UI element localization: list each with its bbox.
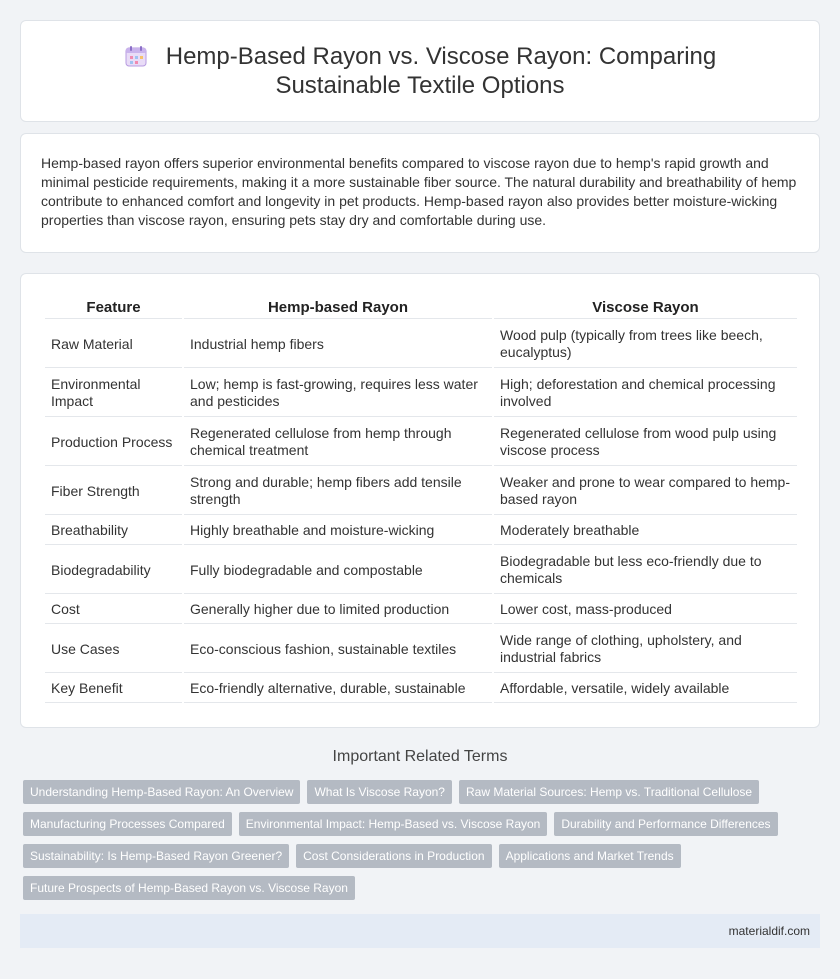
cell-viscose: Affordable, versatile, widely available [494,675,797,703]
cell-viscose: Biodegradable but less eco-friendly due to chemicals [494,547,797,594]
calendar-icon [124,44,148,68]
comparison-card [20,273,820,728]
cell-feature: Key Benefit [45,675,182,703]
cell-hemp: Eco-conscious fashion, sustainable textiles [184,626,492,673]
table-row [45,321,797,368]
cell-viscose: Lower cost, mass-produced [494,596,797,624]
cell-hemp: Eco-friendly alternative, durable, sustainable [184,675,492,703]
related-term-tag[interactable]: Cost Considerations in Production [296,844,491,868]
table-row [45,547,797,594]
cell-hemp: Highly breathable and moisture-wicking [184,517,492,545]
table-row [45,370,797,417]
table-row [45,596,797,624]
related-terms-title: Important Related Terms [332,748,508,765]
cell-viscose: Moderately breathable [494,517,797,545]
cell-feature: Raw Material [45,321,182,368]
table-header-row [45,296,797,319]
related-term-tag[interactable]: Raw Material Sources: Hemp vs. Traditional Cellulose [459,780,759,804]
header-hemp-rayon: Hemp-based Rayon [184,296,492,319]
related-term-tag[interactable]: Sustainability: Is Hemp-Based Rayon Greener? [23,844,289,868]
related-term-tag[interactable]: Environmental Impact: Hemp-Based vs. Viscose Rayon [239,812,548,836]
cell-viscose: Wide range of clothing, upholstery, and industrial fabrics [494,626,797,673]
cell-hemp: Fully biodegradable and compostable [184,547,492,594]
cell-hemp: Generally higher due to limited production [184,596,492,624]
cell-feature: Use Cases [45,626,182,673]
cell-feature: Biodegradability [45,547,182,594]
table-row [45,626,797,673]
cell-viscose: Wood pulp (typically from trees like beech, eucalyptus) [494,321,797,368]
cell-viscose: High; deforestation and chemical processing involved [494,370,797,417]
cell-feature: Breathability [45,517,182,545]
cell-hemp: Regenerated cellulose from hemp through chemical treatment [184,419,492,466]
intro-card [20,133,820,253]
cell-hemp: Industrial hemp fibers [184,321,492,368]
cell-feature: Environmental Impact [45,370,182,417]
cell-feature: Fiber Strength [45,468,182,515]
title-card [20,20,820,122]
table-row [45,517,797,545]
related-term-tag[interactable]: Applications and Market Trends [499,844,681,868]
cell-hemp: Strong and durable; hemp fibers add tensile strength [184,468,492,515]
footer [20,914,820,948]
cell-hemp: Low; hemp is fast-growing, requires less water and pesticides [184,370,492,417]
comparison-table [43,294,799,705]
related-term-tag[interactable]: What Is Viscose Rayon? [307,780,452,804]
page-title [60,42,780,100]
related-term-tag[interactable]: Manufacturing Processes Compared [23,812,232,836]
page-title-text: Hemp-Based Rayon vs. Viscose Rayon: Comparing Sustainable Textile Options [165,43,717,99]
cell-feature: Production Process [45,419,182,466]
table-row [45,468,797,515]
cell-feature: Cost [45,596,182,624]
cell-viscose: Weaker and prone to wear compared to hemp-based rayon [494,468,797,515]
table-row [45,675,797,703]
related-term-tag[interactable]: Durability and Performance Differences [554,812,777,836]
footer-site-link[interactable]: materialdif.com [728,924,810,938]
related-term-tag[interactable]: Understanding Hemp-Based Rayon: An Overview [23,780,300,804]
header-viscose-rayon: Viscose Rayon [494,296,797,319]
header-feature: Feature [45,296,182,319]
cell-viscose: Regenerated cellulose from wood pulp using viscose process [494,419,797,466]
table-row [45,419,797,466]
related-term-tag[interactable]: Future Prospects of Hemp-Based Rayon vs. Viscose Rayon [23,876,355,900]
intro-text: Hemp-based rayon offers superior environmental benefits compared to viscose rayon due to hemp's rapid growth and minimal pesticide requirements, making it a more sustainable fiber source. The natural durability and breathability of hemp contribute to enhanced comfort and longevity in pet products. Hemp-based rayon also provides better moisture-wicking properties than viscose rayon, ensuring pets stay dry and comfortable during use. [41,155,797,228]
related-terms-list [23,780,823,900]
